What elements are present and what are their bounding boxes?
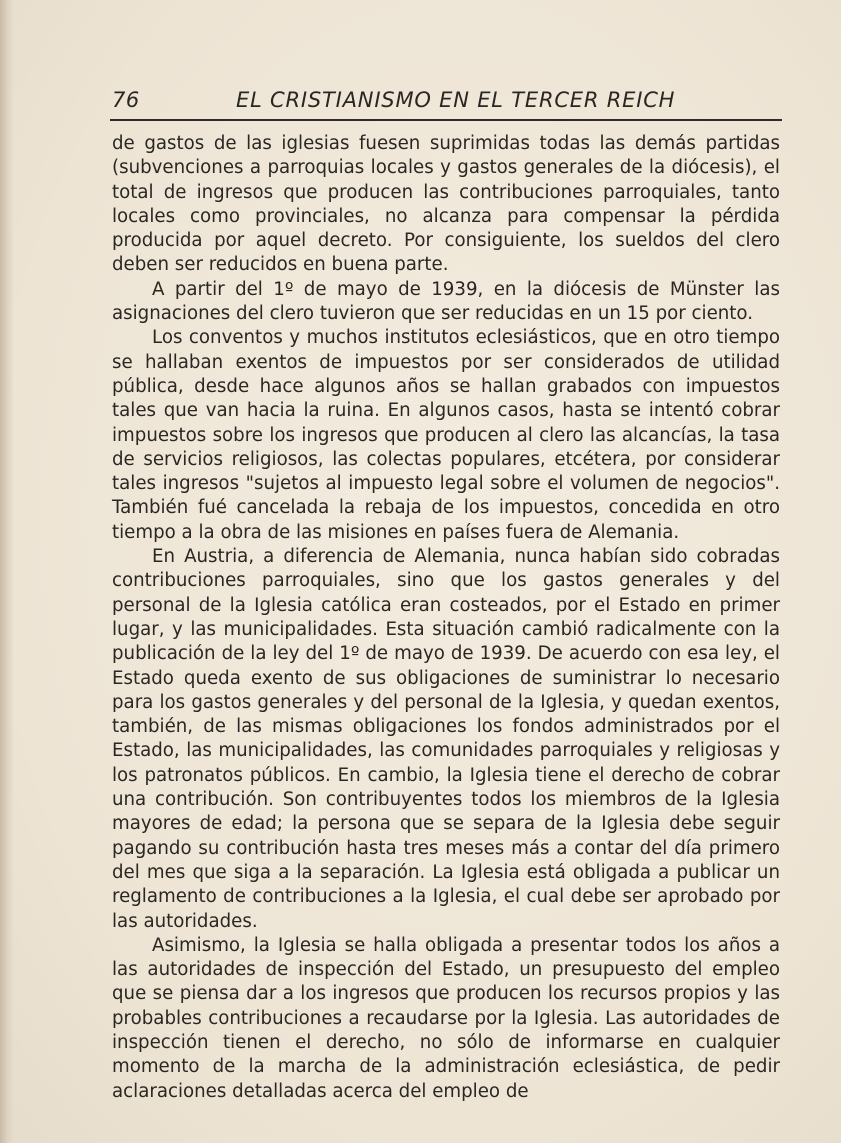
paragraph-1: de gastos de las iglesias fuesen suprimidas todas las demás partidas (subvenciones a parroquias locales y gastos generales de la diócesis), el total de ingresos que producen las contribuciones parroquiales, tanto locales como provinciales, no alcanza para compensar la pérdida producida por aquel decreto. Por consiguiente, los sueldos del clero deben ser reducidos en buena parte. <box>112 133 780 276</box>
running-title: EL CRISTIANISMO EN EL TERCER REICH <box>236 88 676 112</box>
paragraph-3: Los conventos y muchos institutos eclesiásticos, que en otro tiempo se hallaban exentos de impuestos por ser considerados de utilidad pública, desde hace algunos años se hallan grabados con impuestos tales que van hacia la ruina. En algunos casos, hasta se intentó cobrar impuestos sobre los ingresos que producen al clero las alcancías, la tasa de servicios religiosos, las colectas populares, etcétera, por considerar tales ingresos "sujetos al impuesto legal sobre el volumen de negocios". También fué cancelada la rebaja de los impuestos, concedida en otro tiempo a la obra de las misiones en países fuera de Alemania. <box>112 327 780 543</box>
page-gutter-shadow <box>0 0 14 1143</box>
paragraph-2: A partir del 1º de mayo de 1939, en la diócesis de Münster las asignaciones del clero tuvieron que ser reducidas en un 15 por ciento. <box>112 278 780 325</box>
page-header <box>112 84 780 116</box>
paragraph-5: Asimismo, la Iglesia se halla obligada a presentar todos los años a las autoridades de inspección del Estado, un presupuesto del empleo que se piensa dar a los ingresos que producen los recursos propios y las probables contribuciones a recaudarse por la Iglesia. Las autoridades de inspección tienen el derecho, no sólo de informarse en cualquier momento de la marcha de la administración eclesiástica, de pedir aclaraciones detalladas acerca del empleo de <box>112 934 780 1102</box>
page-number: 76 <box>112 88 140 112</box>
paragraph-4: En Austria, a diferencia de Alemania, nunca habían sido cobradas contribuciones parroquiales, sino que los gastos generales y del personal de la Iglesia católica eran costeados, por el Estado en primer lugar, y las municipalidades. Esta situación cambió radicalmente con la publicación de la ley del 1º de mayo de 1939. De acuerdo con esa ley, el Estado queda exento de sus obligaciones de suministrar lo necesario para los gastos generales y del personal de la Iglesia, y quedan exentos, también, de las mismas obligaciones los fondos administrados por el Estado, las municipalidades, las comunidades parroquiales y religiosas y los patronatos públicos. En cambio, la Iglesia tiene el derecho de cobrar una contribución. Son contribuyentes todos los miembros de la Iglesia mayores de edad; la persona que se separa de la Iglesia debe seguir pagando su contribución hasta tres meses más a contar del día primero del mes que siga a la separación. La Iglesia está obligada a publicar un reglamento de contribuciones a la Iglesia, el cual debe ser aprobado por las autoridades. <box>112 546 780 932</box>
header-rule <box>110 119 782 121</box>
body-text <box>112 132 780 1132</box>
